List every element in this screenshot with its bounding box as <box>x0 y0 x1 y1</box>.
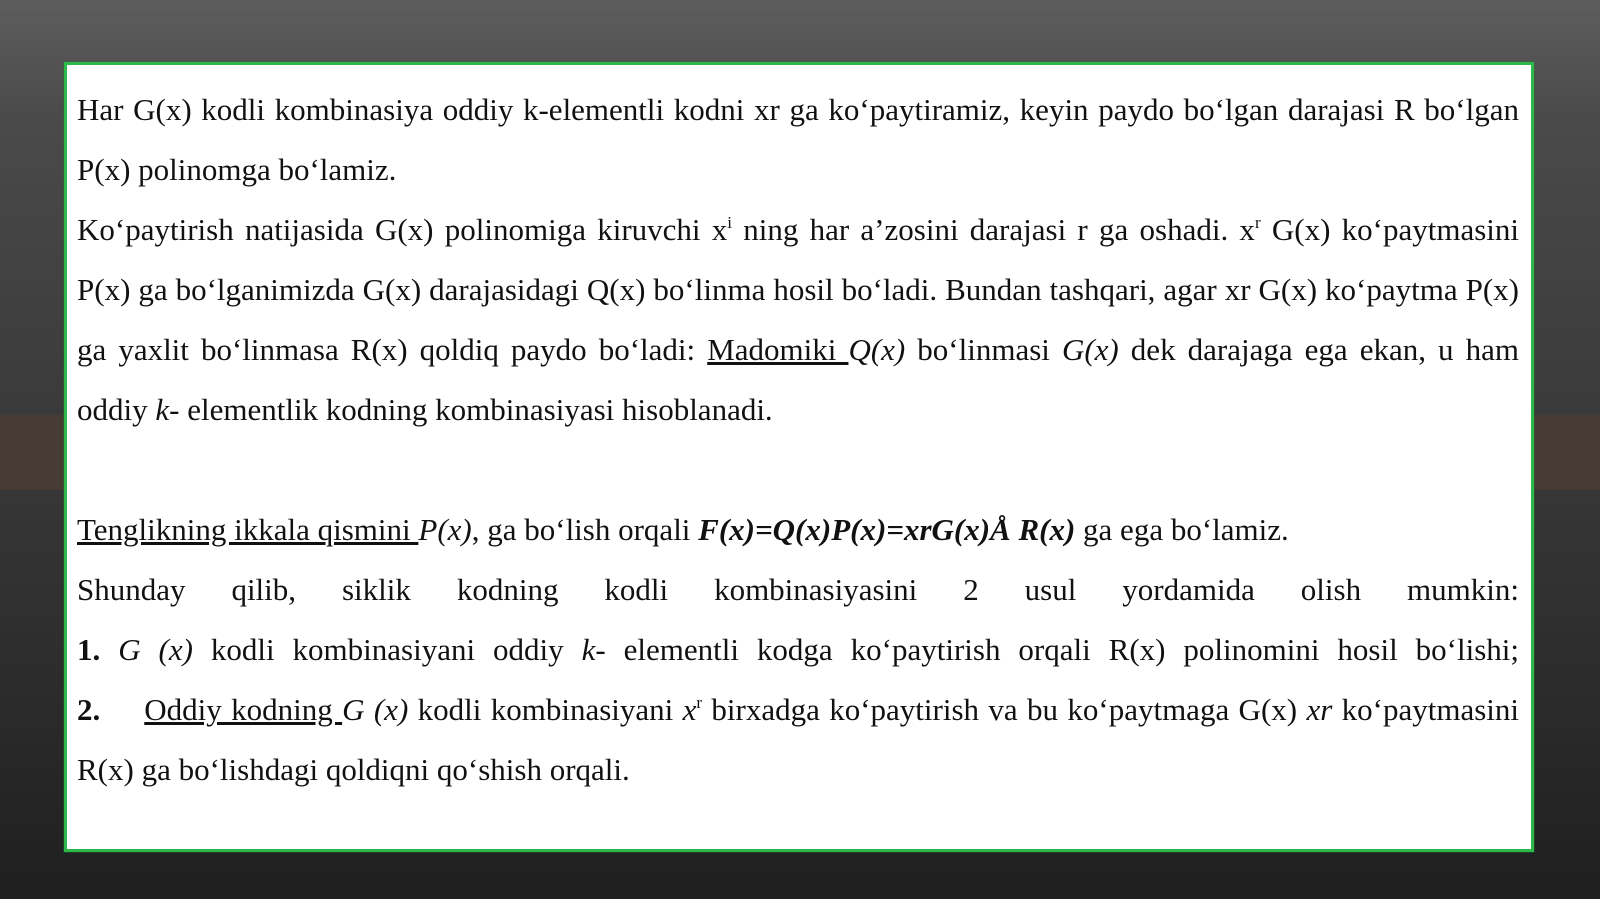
spacer <box>77 440 1519 500</box>
paragraph-4: Shunday qilib, siklik kodning kodli kombinasiyasini 2 usul yordamida olish mumkin: <box>77 572 1519 607</box>
paragraph-1: Har G(x) kodli kombinasiya oddiy k-elementli kodni xr ga ko‘paytiramiz, keyin paydo bo‘lgan darajasi R bo‘lgan P(x) polinomga bo‘lamiz. <box>77 92 1519 187</box>
formula: F(x)=Q(x)P(x)=xrG(x)Å R(x) <box>698 512 1076 547</box>
madomiki-text: Madomiki <box>707 332 849 367</box>
paragraph-2: Ko‘paytirish natijasida G(x) polinomiga kiruvchi $x^i$ ning har a’zosini darajasi r ga oshadi. $x^r$ G(x) ko‘paytmasini P(x) ga bo‘lganimizda G(x) darajasidagi Q(x) bo‘linma hosil bo‘ladi. Bundan tashqari, agar xr G(x) ko‘paytma P(x) ga yaxlit bo‘linmasa R(x) qoldiq paydo bo‘ladi: Madomiki Q(x) bo‘linmasi G(x) dek darajaga ega ekan, u ham oddiy k- elementlik kodning kombinasiyasi hisoblanadi. <box>77 212 1519 427</box>
list-item-2: 2. Oddiy kodning G (x) kodli kombinasiyani $x^r$ birxadga ko‘paytirish va bu ko‘paytmaga G(x) xr ko‘paytmasini R(x) ga bo‘lishdagi qoldiqni qo‘shish orqali. <box>77 692 1519 787</box>
paragraph-3: Tenglikning ikkala qismini P(x), ga bo‘lish orqali F(x)=Q(x)P(x)=xrG(x)Å R(x) ga ega bo‘lamiz. <box>77 512 1289 547</box>
list-item-1: 1. G (x) kodli kombinasiyani oddiy k- elementli kodga ko‘paytirish orqali R(x) polinomini hosil bo‘lishi; <box>77 632 1520 667</box>
slide-text <box>77 80 1519 800</box>
